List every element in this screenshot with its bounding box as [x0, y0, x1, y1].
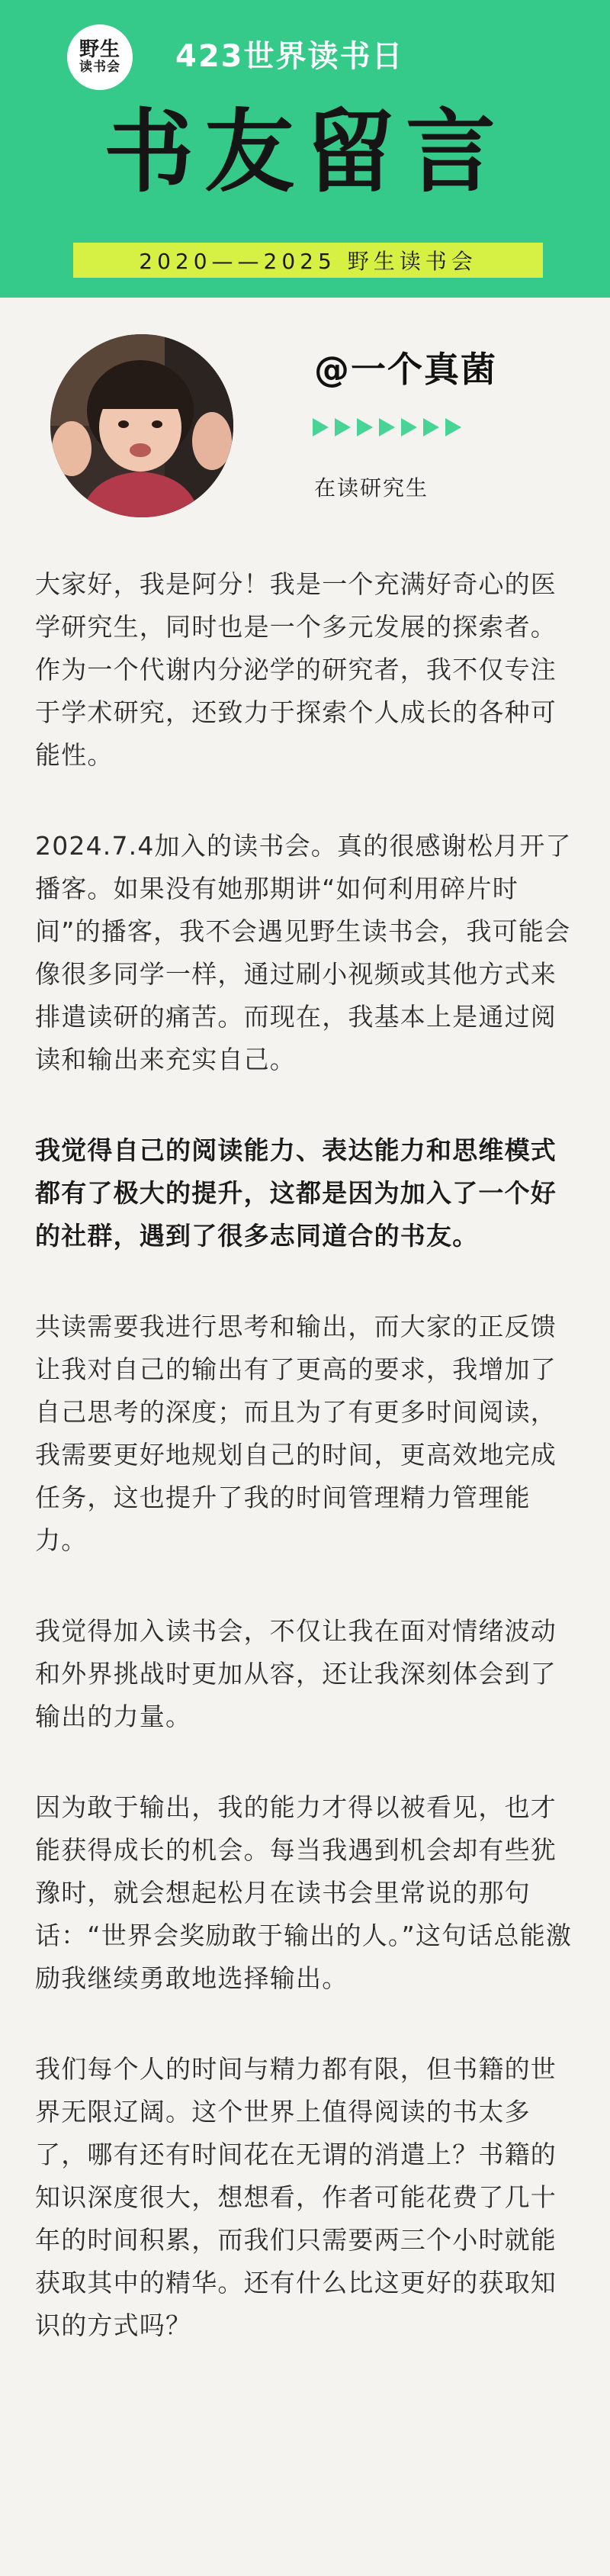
triangle-arrow-icon	[335, 418, 351, 436]
paragraph: 大家好，我是阿分！我是一个充满好奇心的医学研究生，同时也是一个多元发展的探索者。作为一个代谢内分泌学的研究者，我不仅专注于学术研究，还致力于探索个人成长的各种可能性。	[35, 569, 557, 770]
paragraph: 因为敢于输出，我的能力才得以被看见，也才能获得成长的机会。每当我遇到机会却有些犹豫时，就会想起松月在读书会里常说的那句话：“世界会奖励敢于输出的人。”这句话总能激励我继续勇敢地选择输出。	[35, 1792, 573, 1993]
paragraph-highlight: 我觉得自己的阅读能力、表达能力和思维模式都有了极大的提升，这都是因为加入了一个好的社群，遇到了很多志同道合的书友。	[35, 1135, 557, 1251]
arrow-decoration	[313, 418, 461, 436]
triangle-arrow-icon	[445, 418, 461, 436]
paragraph: 共读需要我进行思考和输出，而大家的正反馈让我对自己的输出有了更高的要求，我增加了自己思考的深度；而且为了有更多时间阅读，我需要更好地规划自己的时间，更高效地完成任务，这也提升了我的时间管理精力管理能力。	[35, 1312, 557, 1555]
triangle-arrow-icon	[423, 418, 439, 436]
triangle-arrow-icon	[401, 418, 417, 436]
paragraph: 我们每个人的时间与精力都有限，但书籍的世界无限辽阔。这个世界上值得阅读的书太多了，哪有还有时间花在无谓的消遣上？书籍的知识深度很大，想想看，作者可能花费了几十年的时间积累，而我们只需要两三个小时就能获取其中的精华。还有什么比这更好的获取知识的方式吗？	[35, 2054, 557, 2340]
logo-line2: 读书会	[79, 59, 120, 75]
event-title: 423世界读书日	[175, 39, 404, 74]
paragraph: 2024.7.4加入的读书会。真的很感谢松月开了播客。如果没有她那期讲“如何利用碎片时间”的播客，我不会遇见野生读书会，我可能会像很多同学一样，通过刷小视频或其他方式来排遣读研的痛苦。而现在，我基本上是通过阅读和输出来充实自己。	[35, 831, 572, 1074]
message-body	[35, 563, 575, 2395]
logo-line1: 野生	[79, 38, 120, 62]
page-title: 书友留言	[103, 99, 506, 204]
wild-reading-club-logo	[67, 24, 133, 90]
profile-role: 在读研究生	[314, 475, 429, 501]
triangle-arrow-icon	[313, 418, 329, 436]
avatar-image	[50, 334, 233, 517]
triangle-arrow-icon	[379, 418, 395, 436]
date-banner: 2020——2025 野生读书会	[73, 243, 543, 278]
paragraph: 我觉得加入读书会，不仅让我在面对情绪波动和外界挑战时更加从容，还让我深刻体会到了输出的力量。	[35, 1616, 557, 1731]
avatar	[50, 334, 233, 517]
profile-name: @一个真菌	[314, 349, 497, 390]
header-banner	[0, 0, 610, 298]
triangle-arrow-icon	[357, 418, 373, 436]
